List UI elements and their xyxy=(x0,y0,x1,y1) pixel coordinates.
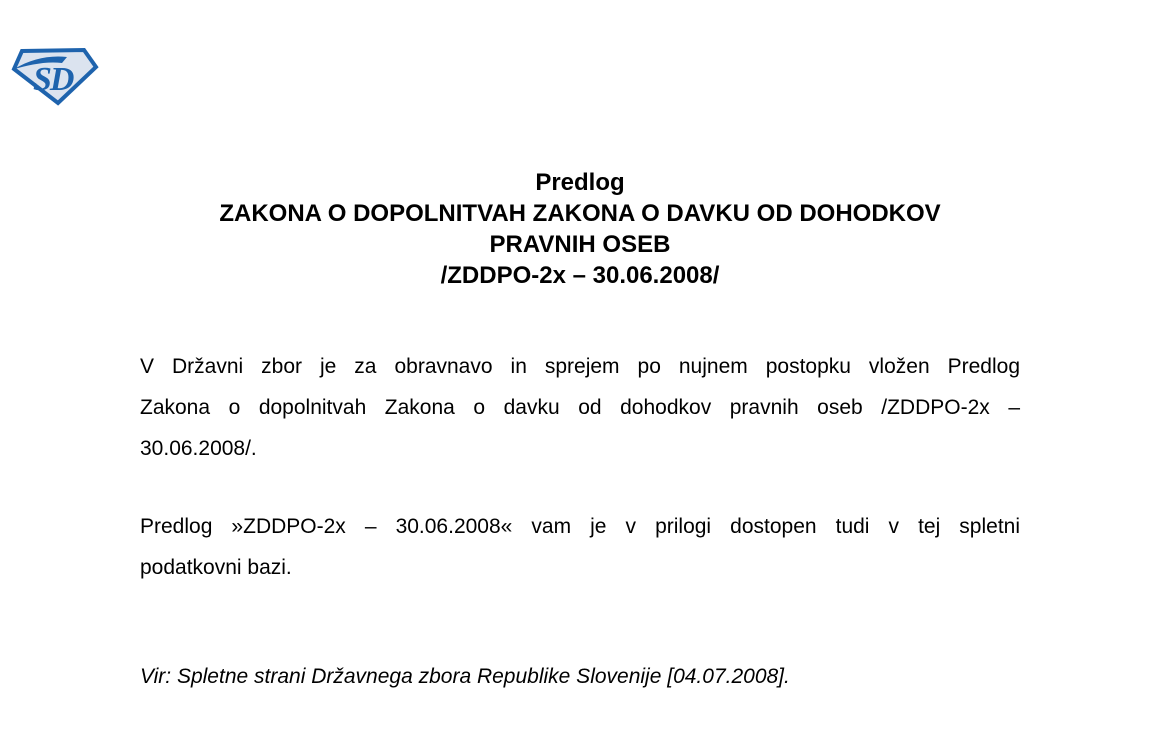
source-citation: Vir: Spletne strani Državnega zbora Republike Slovenije [04.07.2008]. xyxy=(140,665,790,688)
paragraph-2-line-2: podatkovni bazi. xyxy=(140,556,292,579)
title-line-3: PRAVNIH OSEB xyxy=(489,231,671,258)
title-line-4: /ZDDPO-2x – 30.06.2008/ xyxy=(440,262,720,289)
document-title xyxy=(140,167,1020,291)
paragraph-1-line-1: V Državni zbor je za obravnavo in sprejem po nujnem postopku vložen Predlog xyxy=(140,355,1020,378)
sd-logo xyxy=(11,46,99,106)
paragraph-2-line-1: Predlog »ZDDPO-2x – 30.06.2008« vam je v prilogi dostopen tudi v tej spletni xyxy=(140,515,1020,538)
logo-letters: SD xyxy=(33,61,73,98)
title-line-1: Predlog xyxy=(535,169,625,196)
title-line-2: ZAKONA O DOPOLNITVAH ZAKONA O DAVKU OD DOHODKOV xyxy=(219,200,941,227)
paragraph-1-line-3: 30.06.2008/. xyxy=(140,437,257,460)
paragraph-1-line-2: Zakona o dopolnitvah Zakona o davku od dohodkov pravnih oseb /ZDDPO-2x – xyxy=(140,396,1020,419)
sd-shield-icon xyxy=(11,46,99,106)
paragraph-2 xyxy=(140,506,1020,588)
paragraph-1 xyxy=(140,346,1020,469)
